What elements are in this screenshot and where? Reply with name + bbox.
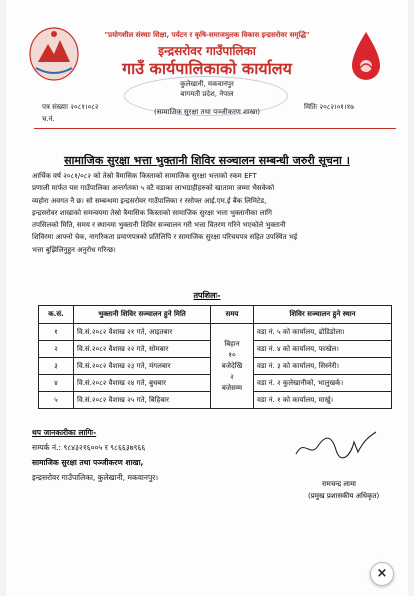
body-line: प्रणाली मार्फत यस गाउँपालिका अन्तर्गतका ५ वटै वडाका लाभग्राहीहरुको खातामा जम्मा भैसकेको <box>32 184 275 193</box>
cell-place: वडा नं. ३ को कार्यालय, सिस्नेरी। <box>254 358 392 375</box>
close-button[interactable]: × <box>370 562 394 586</box>
time-line: बजेदेखि <box>221 361 243 370</box>
body-line: आर्थिक वर्ष २०८१/०८२ को तेस्रो त्रैमासिक किस्ताको सामाजिक सुरक्षा भत्ताको रकम EFT <box>32 172 257 180</box>
body-line: इन्द्रसरोवर शाखाको समन्वयमा तेस्रो त्रैमासिक किस्ताको सामाजिक सुरक्षा भत्ता भुक्तानीका लागि <box>32 208 272 217</box>
header-divider <box>34 128 396 129</box>
col-header-time: समय <box>211 306 254 324</box>
cell-sn: ३ <box>39 358 74 375</box>
signature-mark <box>292 428 378 464</box>
col-header-date: भुक्तानी शिविर सञ्चालन हुने मिति <box>74 306 211 324</box>
cell-date: वि.सं.२०८२ वैशाख २१ गते, आइतबार <box>74 324 211 341</box>
body-line: शिविरमा आफ्नो चेक, नागरिकता प्रमाणपत्रको प्रतिलिपि र सामाजिक सुरक्षा परिचयपत्र सहित उपस्थित भई <box>32 233 298 242</box>
table-title: तपशिलः- <box>193 291 221 300</box>
letter-date: मितिः २०८२।०१।१७ <box>304 103 354 111</box>
body-line: तपसिलको मिति, समय र स्थानमा भुक्तानी शिविर सञ्चालन गरी भत्ता वितरण गरिने भएकोले भुक्तानी <box>32 221 286 230</box>
cell-sn: २ <box>39 341 74 358</box>
document-page <box>6 0 408 596</box>
cell-date: वि.सं.२०८२ वैशाख २२ गते, सोमबार <box>74 341 211 358</box>
chalani-number: च.नं. <box>42 115 55 123</box>
cell-sn: ५ <box>39 392 74 409</box>
tagline: "प्रयोगशील संस्थाः शिक्षा, पर्यटन र कृषि-समाजमुलक विकास इन्द्रसरोवर समृद्धि" <box>104 31 310 39</box>
municipality-name: इन्द्रसरोवर गाउँपालिका <box>158 44 256 58</box>
time-line: २ <box>230 372 234 381</box>
cell-sn: १ <box>39 324 74 341</box>
contact-address: इन्द्रसरोवर गाउँपालिका, कुलेखानी, मकवानपुर। <box>32 473 159 482</box>
body-line: व्यहोरा अवगत नै छ। सो सम्बन्धमा इन्द्रसरोवर गाउँपालिका र रसोफ्त आई.एम.ई बैंक लिमिटेड, <box>32 196 267 205</box>
cell-place: वडा नं. ५ को कार्यालय, ढोडिडोला। <box>254 324 392 341</box>
contact-heading: थप जानकारीका लागिः- <box>32 428 97 437</box>
address-line-2: बागमती प्रदेश, नेपाल <box>180 90 234 98</box>
cell-time <box>211 324 254 409</box>
cell-date: वि.सं.२०८२ वैशाख २५ गते, बिहिबार <box>74 392 211 409</box>
patra-number: पत्र संख्याः २०८१।०८२ <box>42 103 99 111</box>
cell-place: वडा नं. ४ को कार्यालय, फाखेल। <box>254 341 392 358</box>
notice-subject: सामाजिक सुरक्षा भत्ता भुक्तानी शिविर सञ्चालन सम्बन्धी जरुरी सूचना । <box>64 154 350 167</box>
col-header-sn: क.सं. <box>39 306 74 324</box>
signatory-title: (प्रमुख प्रशासकीय अधिकृत) <box>308 492 380 500</box>
time-line: बजेसम्म <box>221 383 243 392</box>
cell-sn: ४ <box>39 375 74 392</box>
time-line: बिहान <box>224 339 240 348</box>
notice-body <box>32 170 396 256</box>
time-line: १० <box>228 350 236 359</box>
signatory-name: रामचन्द्र लामा <box>322 480 356 488</box>
address-line-1: कुलेखानी, मकवानपुर <box>180 80 234 88</box>
cell-date: वि.सं.२०८२ वैशाख २३ गते, मंगलबार <box>74 358 211 375</box>
cell-date: वि.सं.२०८२ वैशाख २४ गते, बुधबार <box>74 375 211 392</box>
cell-place: वडा नं. १ को कार्यालय, मार्खु। <box>254 392 392 409</box>
col-header-place: शिविर सञ्चालन हुने स्थान <box>254 306 392 324</box>
cell-place: वडा नं. २ कुलेखानीको, भालुखर्क। <box>254 375 392 392</box>
contact-branch: सामाजिक सुरक्षा तथा पञ्जीकरण शाखा, <box>32 458 144 467</box>
section-name: (सामाजिक सुरक्षा तथा पञ्जीकरण शाखा) <box>154 108 260 116</box>
schedule-table <box>38 305 392 409</box>
contact-phone: सम्पर्क नं.: ९८४३२१६००५ र ९८६६३७९६६ <box>32 443 146 452</box>
office-name: गाउँ कार्यपालिकाको कार्यालय <box>122 59 292 78</box>
table-row <box>39 324 392 341</box>
table-header-row <box>39 306 392 324</box>
body-line: भत्ता बुझिलिनुहुन अनुरोध गरिन्छ। <box>32 245 116 254</box>
